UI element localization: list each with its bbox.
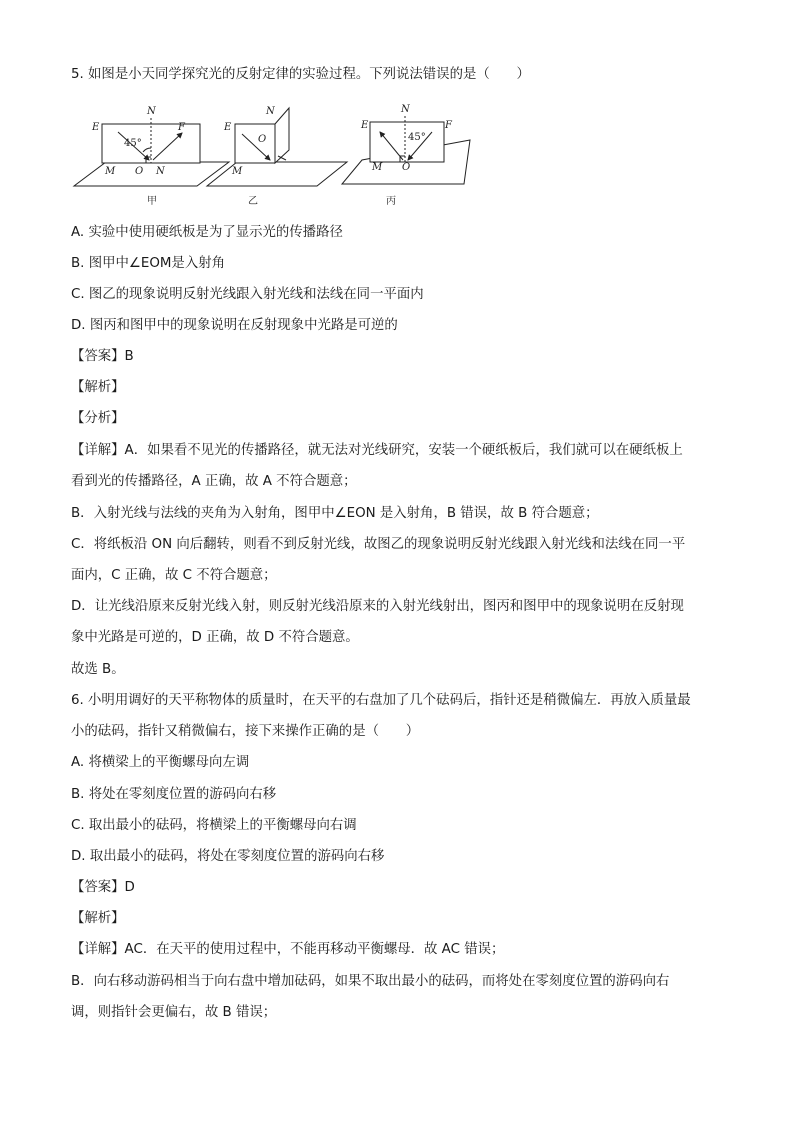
bing-label-m: M bbox=[372, 162, 383, 173]
q6-detail-line-2: B．向右移动游码相当于向右盘中增加砝码，如果不取出最小的砝码，而将处在零刻度位置的游码向右 bbox=[71, 974, 670, 989]
q6-option-c: C. 取出最小的砝码，将横梁上的平衡螺母向右调 bbox=[71, 818, 357, 833]
q5-detail-line-3: B．入射光线与法线的夹角为入射角，图甲中∠EON 是入射角，B 错误，故 B 符合题意； bbox=[71, 506, 599, 521]
q6-option-d: D. 取出最小的砝码，将处在零刻度位置的游码向右移 bbox=[71, 849, 385, 864]
q5-analysis-heading: 【解析】 bbox=[71, 380, 125, 395]
q6-detail-line-1: 【详解】AC．在天平的使用过程中，不能再移动平衡螺母．故 AC 错误； bbox=[71, 942, 505, 957]
q5-conclusion: 故选 B。 bbox=[71, 662, 125, 677]
yi-board-right bbox=[275, 108, 289, 163]
jia-mirror bbox=[74, 162, 229, 186]
q5-detail-line-6: D．让光线沿原来反射光线入射，则反射光线沿原来的入射光线射出，图丙和图甲中的现象说明在反射现 bbox=[71, 599, 684, 614]
jia-caption: 甲 bbox=[147, 196, 157, 207]
bing-label-n: N bbox=[401, 104, 410, 115]
jia-label-f: F bbox=[178, 122, 185, 133]
jia-label-e: E bbox=[92, 122, 100, 133]
q5-option-a: A. 实验中使用硬纸板是为了显示光的传播路径 bbox=[71, 225, 343, 240]
jia-label-m: M bbox=[105, 166, 116, 177]
yi-board-left bbox=[235, 124, 275, 163]
q5-option-c: C. 图乙的现象说明反射光线跟入射光线和法线在同一平面内 bbox=[71, 287, 424, 302]
jia-label-o: O bbox=[135, 166, 144, 177]
bing-caption: 丙 bbox=[386, 196, 396, 207]
q6-detail-line-3: 调，则指针会更偏右，故 B 错误； bbox=[71, 1005, 277, 1020]
q5-stem: 5. 如图是小天同学探究光的反射定律的实验过程。下列说法错误的是（ ） bbox=[71, 67, 530, 82]
bing-board bbox=[370, 122, 444, 162]
bing-label-o: O bbox=[402, 162, 411, 173]
yi-label-o: O bbox=[258, 134, 267, 145]
yi-mirror bbox=[207, 162, 347, 186]
q5-option-b: B. 图甲中∠EOM是入射角 bbox=[71, 256, 225, 271]
yi-caption: 乙 bbox=[248, 196, 258, 207]
bing-label-angle: 45° bbox=[408, 132, 426, 143]
q6-answer: 【答案】D bbox=[71, 880, 135, 895]
q5-detail-line-1: 【详解】A．如果看不见光的传播路径，就无法对光线研究，安装一个硬纸板后，我们就可以在硬纸板上 bbox=[71, 443, 683, 458]
q6-analysis-heading: 【解析】 bbox=[71, 911, 125, 926]
q5-detail-line-7: 象中光路是可逆的，D 正确，故 D 不符合题意。 bbox=[71, 630, 359, 645]
q5-detail-line-4: C．将纸板沿 ON 向后翻转，则看不到反射光线，故图乙的现象说明反射光线跟入射光线和法线在同一平 bbox=[71, 537, 686, 552]
jia-label-n-top: N bbox=[147, 106, 156, 117]
q5-option-d: D. 图丙和图甲中的现象说明在反射现象中光路是可逆的 bbox=[71, 318, 398, 333]
yi-label-e: E bbox=[224, 122, 232, 133]
q5-figure bbox=[72, 100, 472, 212]
jia-label-n-bottom: N bbox=[156, 166, 165, 177]
jia-label-angle: 45° bbox=[124, 138, 142, 149]
q5-detail-line-2: 看到光的传播路径，A 正确，故 A 不符合题意； bbox=[71, 474, 357, 489]
figure-yi bbox=[207, 108, 347, 186]
q5-answer: 【答案】B bbox=[71, 349, 134, 364]
q5-fenxi-heading: 【分析】 bbox=[71, 411, 125, 426]
q6-stem-line-1: 6. 小明用调好的天平称物体的质量时，在天平的右盘加了几个砝码后，指针还是稍微偏左．再放入质量最 bbox=[71, 693, 691, 708]
bing-label-e: E bbox=[361, 120, 369, 131]
q6-option-b: B. 将处在零刻度位置的游码向右移 bbox=[71, 787, 277, 802]
bing-label-f: F bbox=[445, 120, 452, 131]
q5-detail-line-5: 面内，C 正确，故 C 不符合题意； bbox=[71, 568, 277, 583]
yi-label-m: M bbox=[232, 166, 243, 177]
yi-label-n: N bbox=[266, 106, 275, 117]
q6-option-a: A. 将横梁上的平衡螺母向左调 bbox=[71, 755, 250, 770]
q6-stem-line-2: 小的砝码，指针又稍微偏右，接下来操作正确的是（ ） bbox=[71, 724, 420, 739]
